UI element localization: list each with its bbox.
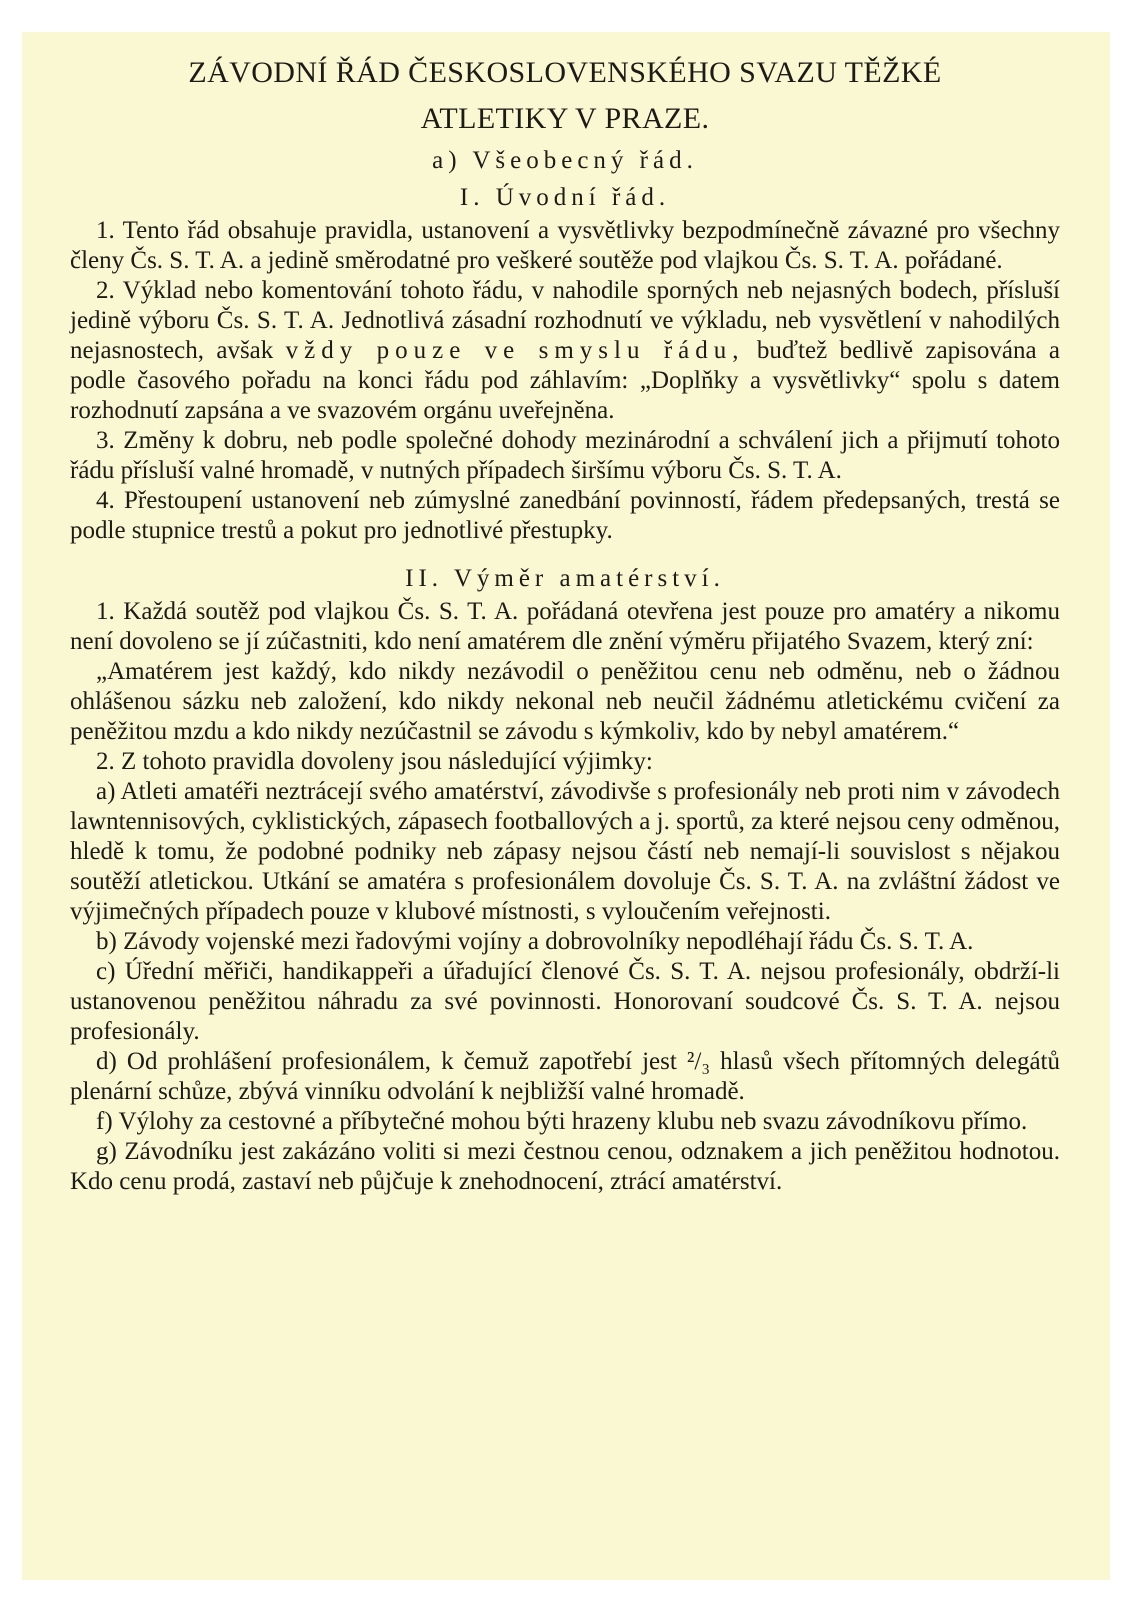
paragraph-text: buďtež bedlivě zapisována a podle časového pořadu na konci řádu pod záhlavím: „Doplňky a vysvětlivky“ spolu s datem rozhodnutí zapsána a ve svazovém orgánu uveřejněna.: [70, 337, 1061, 424]
section-heading-2: II. Výměr amatérství.: [405, 565, 725, 592]
document-subtitle: a) Všeobecný řád.: [432, 147, 698, 174]
paragraph: 4. Přestoupení ustanovení neb zúmyslné zanedbání povinností, řádem předepsaných, trestá se podle stupnice trestů a pokut pro jednotlivé přestupky.: [70, 487, 1060, 544]
list-item: g) Závodníku jest zakázáno voliti si mezi čestnou cenou, odznakem a jich peněžitou hodnotou. Kdo cenu prodá, zastaví neb půjčuje k znehodnocení, ztrácí amatérství.: [70, 1138, 1060, 1195]
document-title-line-1: ZÁVODNÍ ŘÁD ČESKOSLOVENSKÉHO SVAZU TĚŽKÉ: [188, 56, 942, 89]
emphasized-text: vždy pouze ve smyslu řádu,: [285, 337, 745, 364]
list-item: b) Závody vojenské mezi řadovými vojíny a dobrovolníky nepodléhají řádu Čs. S. T. A.: [96, 928, 974, 955]
paragraph: 2. Z tohoto pravidla dovoleny jsou následující výjimky:: [96, 748, 653, 775]
list-item: c) Úřední měřiči, handikappeři a úřadující členové Čs. S. T. A. nejsou profesionály, obdrží-li ustanovenou peněžitou náhradu za své povinnosti. Honorovaní soudcové Čs. S. T. A. nejsou profesionály.: [70, 958, 1060, 1045]
paragraph: 1. Tento řád obsahuje pravidla, ustanovení a vysvětlivky bezpodmínečně závazné pro všechny členy Čs. S. T. A. a jedině směrodatné pro veškeré soutěže pod vlajkou Čs. S. T. A. pořádané.: [70, 217, 1060, 274]
list-item: d) Od prohlášení profesionálem, k čemuž zapotřebí jest ²/₃ hlasů všech přítomných delegátů plenární schůze, zbývá vinníku odvolání k nejbližší valné hromadě.: [70, 1048, 1060, 1105]
list-item: a) Atleti amatéři neztrácejí svého amatérství, závodivše s profesionály neb proti nim v závodech lawntennisových, cyklistických, zápasech footballových a j. sportů, za které nejsou ceny odměnou, hledě k tomu, že podobné podniky neb zápasy nejsou částí neb nemají-li souvislost s nějakou soutěží atletickou. Utkání se amatéra s profesionálem dovoluje Čs. S. T. A. na zvláštní žádost ve výjimečných případech pouze v klubové místnosti, s vyloučením veřejnosti.: [70, 778, 1060, 925]
section-heading-1: I. Úvodní řád.: [459, 184, 671, 211]
paragraph-text: 2. Výklad nebo komentování tohoto řádu, v nahodile sporných neb nejasných bodech, přísluší jedině výboru Čs. S. T. A. Jednotlivá zásadní rozhodnutí ve výkladu, neb vysvětlení v nahodilých nejasnostech, avšak: [70, 277, 1060, 364]
paragraph: 3. Změny k dobru, neb podle společné dohody mezinárodní a schválení jich a přijmutí tohoto řádu přísluší valné hromadě, v nutných případech širšímu výboru Čs. S. T. A.: [70, 427, 1060, 484]
paragraph: 1. Každá soutěž pod vlajkou Čs. S. T. A. pořádaná otevřena jest pouze pro amatéry a nikomu není dovoleno se jí zúčastniti, kdo není amatérem dle znění výměru přijatého Svazem, který zní:: [70, 598, 1060, 655]
list-item: f) Výlohy za cestovné a příbytečné mohou býti hrazeny klubu neb svazu závodníkovu přímo.: [96, 1108, 1028, 1135]
document-title-line-2: ATLETIKY V PRAZE.: [420, 102, 710, 135]
quoted-definition: „Amatérem jest každý, kdo nikdy nezávodil o peněžitou cenu neb odměnu, neb o žádnou ohlášenou sázku neb založení, kdo nikdy nekonal neb neučil žádnému atletickému cvičení za peněžitou mzdu a kdo nikdy nezúčastnil se závodu s kýmkoliv, kdo by nebyl amatérem.“: [70, 658, 1060, 745]
document-page: [22, 32, 1110, 1580]
document-title: [70, 50, 1060, 142]
paragraph: [70, 276, 1060, 426]
